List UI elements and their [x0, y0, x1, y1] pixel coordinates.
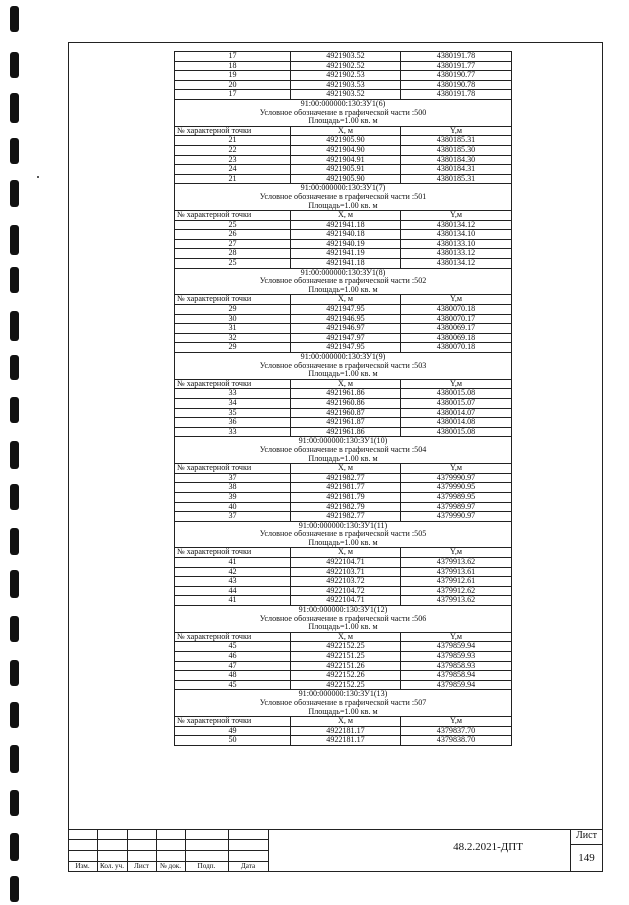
cadastral-number: 91:00:000000:130:ЗУ1(10) [175, 437, 512, 446]
x-coordinate-cell: 4921904.90 [291, 145, 401, 155]
column-header-y: Y,м [401, 126, 512, 136]
point-number-cell: 17 [175, 52, 291, 62]
point-number-cell: 37 [175, 473, 291, 483]
x-coordinate-cell: 4921947.95 [291, 343, 401, 353]
table-row [175, 577, 512, 587]
x-coordinate-cell: 4921961.86 [291, 389, 401, 399]
table-row [175, 492, 512, 502]
column-header-y: Y,м [401, 717, 512, 727]
block-header-row [175, 268, 512, 277]
y-coordinate-cell: 4379990.97 [401, 473, 512, 483]
block-header-row [175, 99, 512, 108]
column-header-x: X, м [291, 717, 401, 727]
graphic-designation: Условное обозначение в графической части :505 [175, 530, 512, 539]
table-row [175, 136, 512, 146]
column-header-x: X, м [291, 126, 401, 136]
point-number-cell: 43 [175, 577, 291, 587]
table-row [175, 512, 512, 522]
point-number-cell: 30 [175, 314, 291, 324]
block-header-row [175, 370, 512, 379]
point-number-cell: 27 [175, 239, 291, 249]
column-header-row [175, 295, 512, 305]
table-row [175, 652, 512, 662]
x-coordinate-cell: 4921905.90 [291, 136, 401, 146]
x-coordinate-cell: 4921981.79 [291, 492, 401, 502]
x-coordinate-cell: 4921947.97 [291, 333, 401, 343]
column-header-point: № характерной точки [175, 717, 291, 727]
column-header-x: X, м [291, 211, 401, 221]
column-header-y: Y,м [401, 295, 512, 305]
point-number-cell: 29 [175, 343, 291, 353]
column-header-row [175, 211, 512, 221]
x-coordinate-cell: 4921903.52 [291, 52, 401, 62]
column-header-x: X, м [291, 379, 401, 389]
table-row [175, 220, 512, 230]
table-row [175, 239, 512, 249]
point-number-cell: 44 [175, 586, 291, 596]
y-coordinate-cell: 4380133.10 [401, 239, 512, 249]
block-header-row [175, 109, 512, 118]
block-header-row [175, 117, 512, 126]
column-header-point: № характерной точки [175, 295, 291, 305]
y-coordinate-cell: 4380190.77 [401, 71, 512, 81]
y-coordinate-cell: 4379912.62 [401, 586, 512, 596]
x-coordinate-cell: 4921960.87 [291, 408, 401, 418]
table-row [175, 324, 512, 334]
table-row [175, 680, 512, 690]
y-coordinate-cell: 4380015.08 [401, 427, 512, 437]
stamp-label-izm: Изм. [75, 862, 90, 870]
x-coordinate-cell: 4922152.25 [291, 680, 401, 690]
column-header-point: № характерной точки [175, 379, 291, 389]
x-coordinate-cell: 4921940.19 [291, 239, 401, 249]
column-header-x: X, м [291, 464, 401, 474]
block-header-row [175, 455, 512, 464]
table-row [175, 155, 512, 165]
block-header-row [175, 699, 512, 708]
column-header-x: X, м [291, 295, 401, 305]
point-number-cell: 47 [175, 661, 291, 671]
y-coordinate-cell: 4380134.12 [401, 259, 512, 269]
column-header-point: № характерной точки [175, 464, 291, 474]
table-row [175, 90, 512, 100]
table-row [175, 567, 512, 577]
table-row [175, 80, 512, 90]
y-coordinate-cell: 4380069.17 [401, 324, 512, 334]
block-header-row [175, 446, 512, 455]
table-row [175, 398, 512, 408]
table-row [175, 343, 512, 353]
point-number-cell: 33 [175, 389, 291, 399]
y-coordinate-cell: 4379858.93 [401, 661, 512, 671]
cadastral-number: 91:00:000000:130:ЗУ1(9) [175, 353, 512, 362]
y-coordinate-cell: 4380070.18 [401, 343, 512, 353]
point-number-cell: 36 [175, 418, 291, 428]
block-header-row [175, 606, 512, 615]
point-number-cell: 29 [175, 305, 291, 315]
y-coordinate-cell: 4380014.07 [401, 408, 512, 418]
point-number-cell: 17 [175, 90, 291, 100]
x-coordinate-cell: 4921947.95 [291, 305, 401, 315]
point-number-cell: 21 [175, 136, 291, 146]
y-coordinate-cell: 4379837.70 [401, 726, 512, 736]
x-coordinate-cell: 4921941.18 [291, 220, 401, 230]
block-header-row [175, 353, 512, 362]
graphic-designation: Условное обозначение в графической части :500 [175, 109, 512, 118]
block-header-row [175, 202, 512, 211]
area-label: Площадь=1.00 кв. м [175, 117, 512, 126]
y-coordinate-cell: 4380070.18 [401, 305, 512, 315]
y-coordinate-cell: 4380191.78 [401, 52, 512, 62]
y-coordinate-cell: 4380134.10 [401, 230, 512, 240]
table-row [175, 483, 512, 493]
area-label: Площадь=1.00 кв. м [175, 370, 512, 379]
point-number-cell: 20 [175, 80, 291, 90]
y-coordinate-cell: 4380185.30 [401, 145, 512, 155]
y-coordinate-cell: 4380185.31 [401, 174, 512, 184]
stamp-label-signature: Подп. [197, 862, 216, 870]
block-header-row [175, 437, 512, 446]
point-number-cell: 23 [175, 155, 291, 165]
x-coordinate-cell: 4921982.77 [291, 473, 401, 483]
graphic-designation: Условное обозначение в графической части :503 [175, 362, 512, 371]
point-number-cell: 19 [175, 71, 291, 81]
x-coordinate-cell: 4922104.72 [291, 586, 401, 596]
x-coordinate-cell: 4921903.53 [291, 80, 401, 90]
y-coordinate-cell: 4380069.18 [401, 333, 512, 343]
y-coordinate-cell: 4379912.61 [401, 577, 512, 587]
block-header-row [175, 539, 512, 548]
point-number-cell: 25 [175, 259, 291, 269]
y-coordinate-cell: 4379913.62 [401, 558, 512, 568]
y-coordinate-cell: 4380134.12 [401, 220, 512, 230]
x-coordinate-cell: 4921982.77 [291, 512, 401, 522]
graphic-designation: Условное обозначение в графической части :501 [175, 193, 512, 202]
table-row [175, 230, 512, 240]
x-coordinate-cell: 4922152.26 [291, 671, 401, 681]
stamp-label-doc-no: № док. [159, 862, 182, 870]
table-row [175, 61, 512, 71]
column-header-row [175, 464, 512, 474]
point-number-cell: 38 [175, 483, 291, 493]
area-label: Площадь=1.00 кв. м [175, 539, 512, 548]
y-coordinate-cell: 4380014.08 [401, 418, 512, 428]
point-number-cell: 25 [175, 220, 291, 230]
block-header-row [175, 277, 512, 286]
table-row [175, 661, 512, 671]
column-header-row [175, 717, 512, 727]
point-number-cell: 24 [175, 165, 291, 175]
document-number: 48.2.2021-ДПТ [453, 841, 523, 853]
stamp-label-date: Дата [240, 862, 256, 870]
area-label: Площадь=1.00 кв. м [175, 455, 512, 464]
point-number-cell: 31 [175, 324, 291, 334]
y-coordinate-cell: 4379858.94 [401, 671, 512, 681]
y-coordinate-cell: 4380191.77 [401, 61, 512, 71]
y-coordinate-cell: 4379859.93 [401, 652, 512, 662]
x-coordinate-cell: 4921946.95 [291, 314, 401, 324]
x-coordinate-cell: 4921960.86 [291, 398, 401, 408]
cadastral-number: 91:00:000000:130:ЗУ1(13) [175, 690, 512, 699]
column-header-y: Y,м [401, 379, 512, 389]
point-number-cell: 33 [175, 427, 291, 437]
cadastral-number: 91:00:000000:130:ЗУ1(7) [175, 184, 512, 193]
column-header-x: X, м [291, 548, 401, 558]
block-header-row [175, 193, 512, 202]
y-coordinate-cell: 4380191.78 [401, 90, 512, 100]
x-coordinate-cell: 4921903.52 [291, 90, 401, 100]
x-coordinate-cell: 4921961.86 [291, 427, 401, 437]
cadastral-number: 91:00:000000:130:ЗУ1(12) [175, 606, 512, 615]
x-coordinate-cell: 4921902.52 [291, 61, 401, 71]
y-coordinate-cell: 4380015.07 [401, 398, 512, 408]
column-header-y: Y,м [401, 548, 512, 558]
table-row [175, 502, 512, 512]
graphic-designation: Условное обозначение в графической части :507 [175, 699, 512, 708]
y-coordinate-cell: 4379989.97 [401, 502, 512, 512]
x-coordinate-cell: 4921982.79 [291, 502, 401, 512]
column-header-row [175, 126, 512, 136]
x-coordinate-cell: 4922104.71 [291, 596, 401, 606]
block-header-row [175, 690, 512, 699]
x-coordinate-cell: 4921905.90 [291, 174, 401, 184]
area-label: Площадь=1.00 кв. м [175, 286, 512, 295]
table-row [175, 642, 512, 652]
table-row [175, 389, 512, 399]
x-coordinate-cell: 4921941.19 [291, 249, 401, 259]
block-header-row [175, 623, 512, 632]
sheet-label: Лист [576, 830, 597, 841]
x-coordinate-cell: 4921946.97 [291, 324, 401, 334]
point-number-cell: 48 [175, 671, 291, 681]
column-header-row [175, 548, 512, 558]
table-row [175, 71, 512, 81]
table-row [175, 174, 512, 184]
y-coordinate-cell: 4379913.62 [401, 596, 512, 606]
x-coordinate-cell: 4922181.17 [291, 736, 401, 746]
y-coordinate-cell: 4380015.08 [401, 389, 512, 399]
table-row [175, 736, 512, 746]
column-header-y: Y,м [401, 464, 512, 474]
table-row [175, 165, 512, 175]
table-row [175, 427, 512, 437]
point-number-cell: 50 [175, 736, 291, 746]
x-coordinate-cell: 4921904.91 [291, 155, 401, 165]
y-coordinate-cell: 4380190.78 [401, 80, 512, 90]
x-coordinate-cell: 4921902.53 [291, 71, 401, 81]
point-number-cell: 42 [175, 567, 291, 577]
x-coordinate-cell: 4921961.87 [291, 418, 401, 428]
table-row [175, 418, 512, 428]
point-number-cell: 18 [175, 61, 291, 71]
point-number-cell: 32 [175, 333, 291, 343]
point-number-cell: 37 [175, 512, 291, 522]
y-coordinate-cell: 4379990.97 [401, 512, 512, 522]
table-row [175, 314, 512, 324]
x-coordinate-cell: 4921940.18 [291, 230, 401, 240]
table-row [175, 726, 512, 736]
graphic-designation: Условное обозначение в графической части :502 [175, 277, 512, 286]
y-coordinate-cell: 4379859.94 [401, 680, 512, 690]
table-row [175, 558, 512, 568]
block-header-row [175, 521, 512, 530]
table-row [175, 145, 512, 155]
column-header-row [175, 379, 512, 389]
y-coordinate-cell: 4380185.31 [401, 136, 512, 146]
y-coordinate-cell: 4379913.61 [401, 567, 512, 577]
x-coordinate-cell: 4922104.71 [291, 558, 401, 568]
column-header-point: № характерной точки [175, 211, 291, 221]
cadastral-number: 91:00:000000:130:ЗУ1(11) [175, 521, 512, 530]
point-number-cell: 41 [175, 558, 291, 568]
column-header-y: Y,м [401, 632, 512, 642]
coordinates-table [174, 51, 512, 746]
column-header-row [175, 632, 512, 642]
table-row [175, 52, 512, 62]
point-number-cell: 41 [175, 596, 291, 606]
point-number-cell: 28 [175, 249, 291, 259]
block-header-row [175, 708, 512, 717]
x-coordinate-cell: 4922152.25 [291, 642, 401, 652]
area-label: Площадь=1.00 кв. м [175, 202, 512, 211]
x-coordinate-cell: 4922151.25 [291, 652, 401, 662]
x-coordinate-cell: 4922103.72 [291, 577, 401, 587]
point-number-cell: 26 [175, 230, 291, 240]
stamp-label-list: Лист [133, 862, 150, 870]
table-row [175, 586, 512, 596]
column-header-point: № характерной точки [175, 126, 291, 136]
point-number-cell: 49 [175, 726, 291, 736]
x-coordinate-cell: 4922181.17 [291, 726, 401, 736]
table-row [175, 473, 512, 483]
area-label: Площадь=1.00 кв. м [175, 623, 512, 632]
stamp-label-kol-uch: Кол. уч. [99, 862, 125, 870]
point-number-cell: 22 [175, 145, 291, 155]
point-number-cell: 45 [175, 680, 291, 690]
table-row [175, 333, 512, 343]
table-row [175, 408, 512, 418]
block-header-row [175, 362, 512, 371]
column-header-y: Y,м [401, 211, 512, 221]
y-coordinate-cell: 4379838.70 [401, 736, 512, 746]
x-coordinate-cell: 4922103.71 [291, 567, 401, 577]
block-header-row [175, 530, 512, 539]
table-row [175, 596, 512, 606]
y-coordinate-cell: 4379990.95 [401, 483, 512, 493]
block-header-row [175, 184, 512, 193]
x-coordinate-cell: 4921905.91 [291, 165, 401, 175]
y-coordinate-cell: 4380184.31 [401, 165, 512, 175]
point-number-cell: 39 [175, 492, 291, 502]
point-number-cell: 21 [175, 174, 291, 184]
y-coordinate-cell: 4380133.12 [401, 249, 512, 259]
point-number-cell: 46 [175, 652, 291, 662]
table-row [175, 671, 512, 681]
y-coordinate-cell: 4379859.94 [401, 642, 512, 652]
title-block [68, 829, 603, 872]
point-number-cell: 34 [175, 398, 291, 408]
graphic-designation: Условное обозначение в графической части :504 [175, 446, 512, 455]
table-row [175, 249, 512, 259]
column-header-point: № характерной точки [175, 632, 291, 642]
point-number-cell: 40 [175, 502, 291, 512]
x-coordinate-cell: 4921981.77 [291, 483, 401, 493]
block-header-row [175, 286, 512, 295]
y-coordinate-cell: 4380070.17 [401, 314, 512, 324]
point-number-cell: 45 [175, 642, 291, 652]
column-header-x: X, м [291, 632, 401, 642]
y-coordinate-cell: 4379989.95 [401, 492, 512, 502]
table-row [175, 305, 512, 315]
y-coordinate-cell: 4380184.30 [401, 155, 512, 165]
point-number-cell: 35 [175, 408, 291, 418]
graphic-designation: Условное обозначение в графической части :506 [175, 615, 512, 624]
x-coordinate-cell: 4922151.26 [291, 661, 401, 671]
x-coordinate-cell: 4921941.18 [291, 259, 401, 269]
table-row [175, 259, 512, 269]
cadastral-number: 91:00:000000:130:ЗУ1(8) [175, 268, 512, 277]
sheet-number: 149 [578, 852, 595, 864]
area-label: Площадь=1.00 кв. м [175, 708, 512, 717]
cadastral-number: 91:00:000000:130:ЗУ1(6) [175, 99, 512, 108]
block-header-row [175, 615, 512, 624]
column-header-point: № характерной точки [175, 548, 291, 558]
